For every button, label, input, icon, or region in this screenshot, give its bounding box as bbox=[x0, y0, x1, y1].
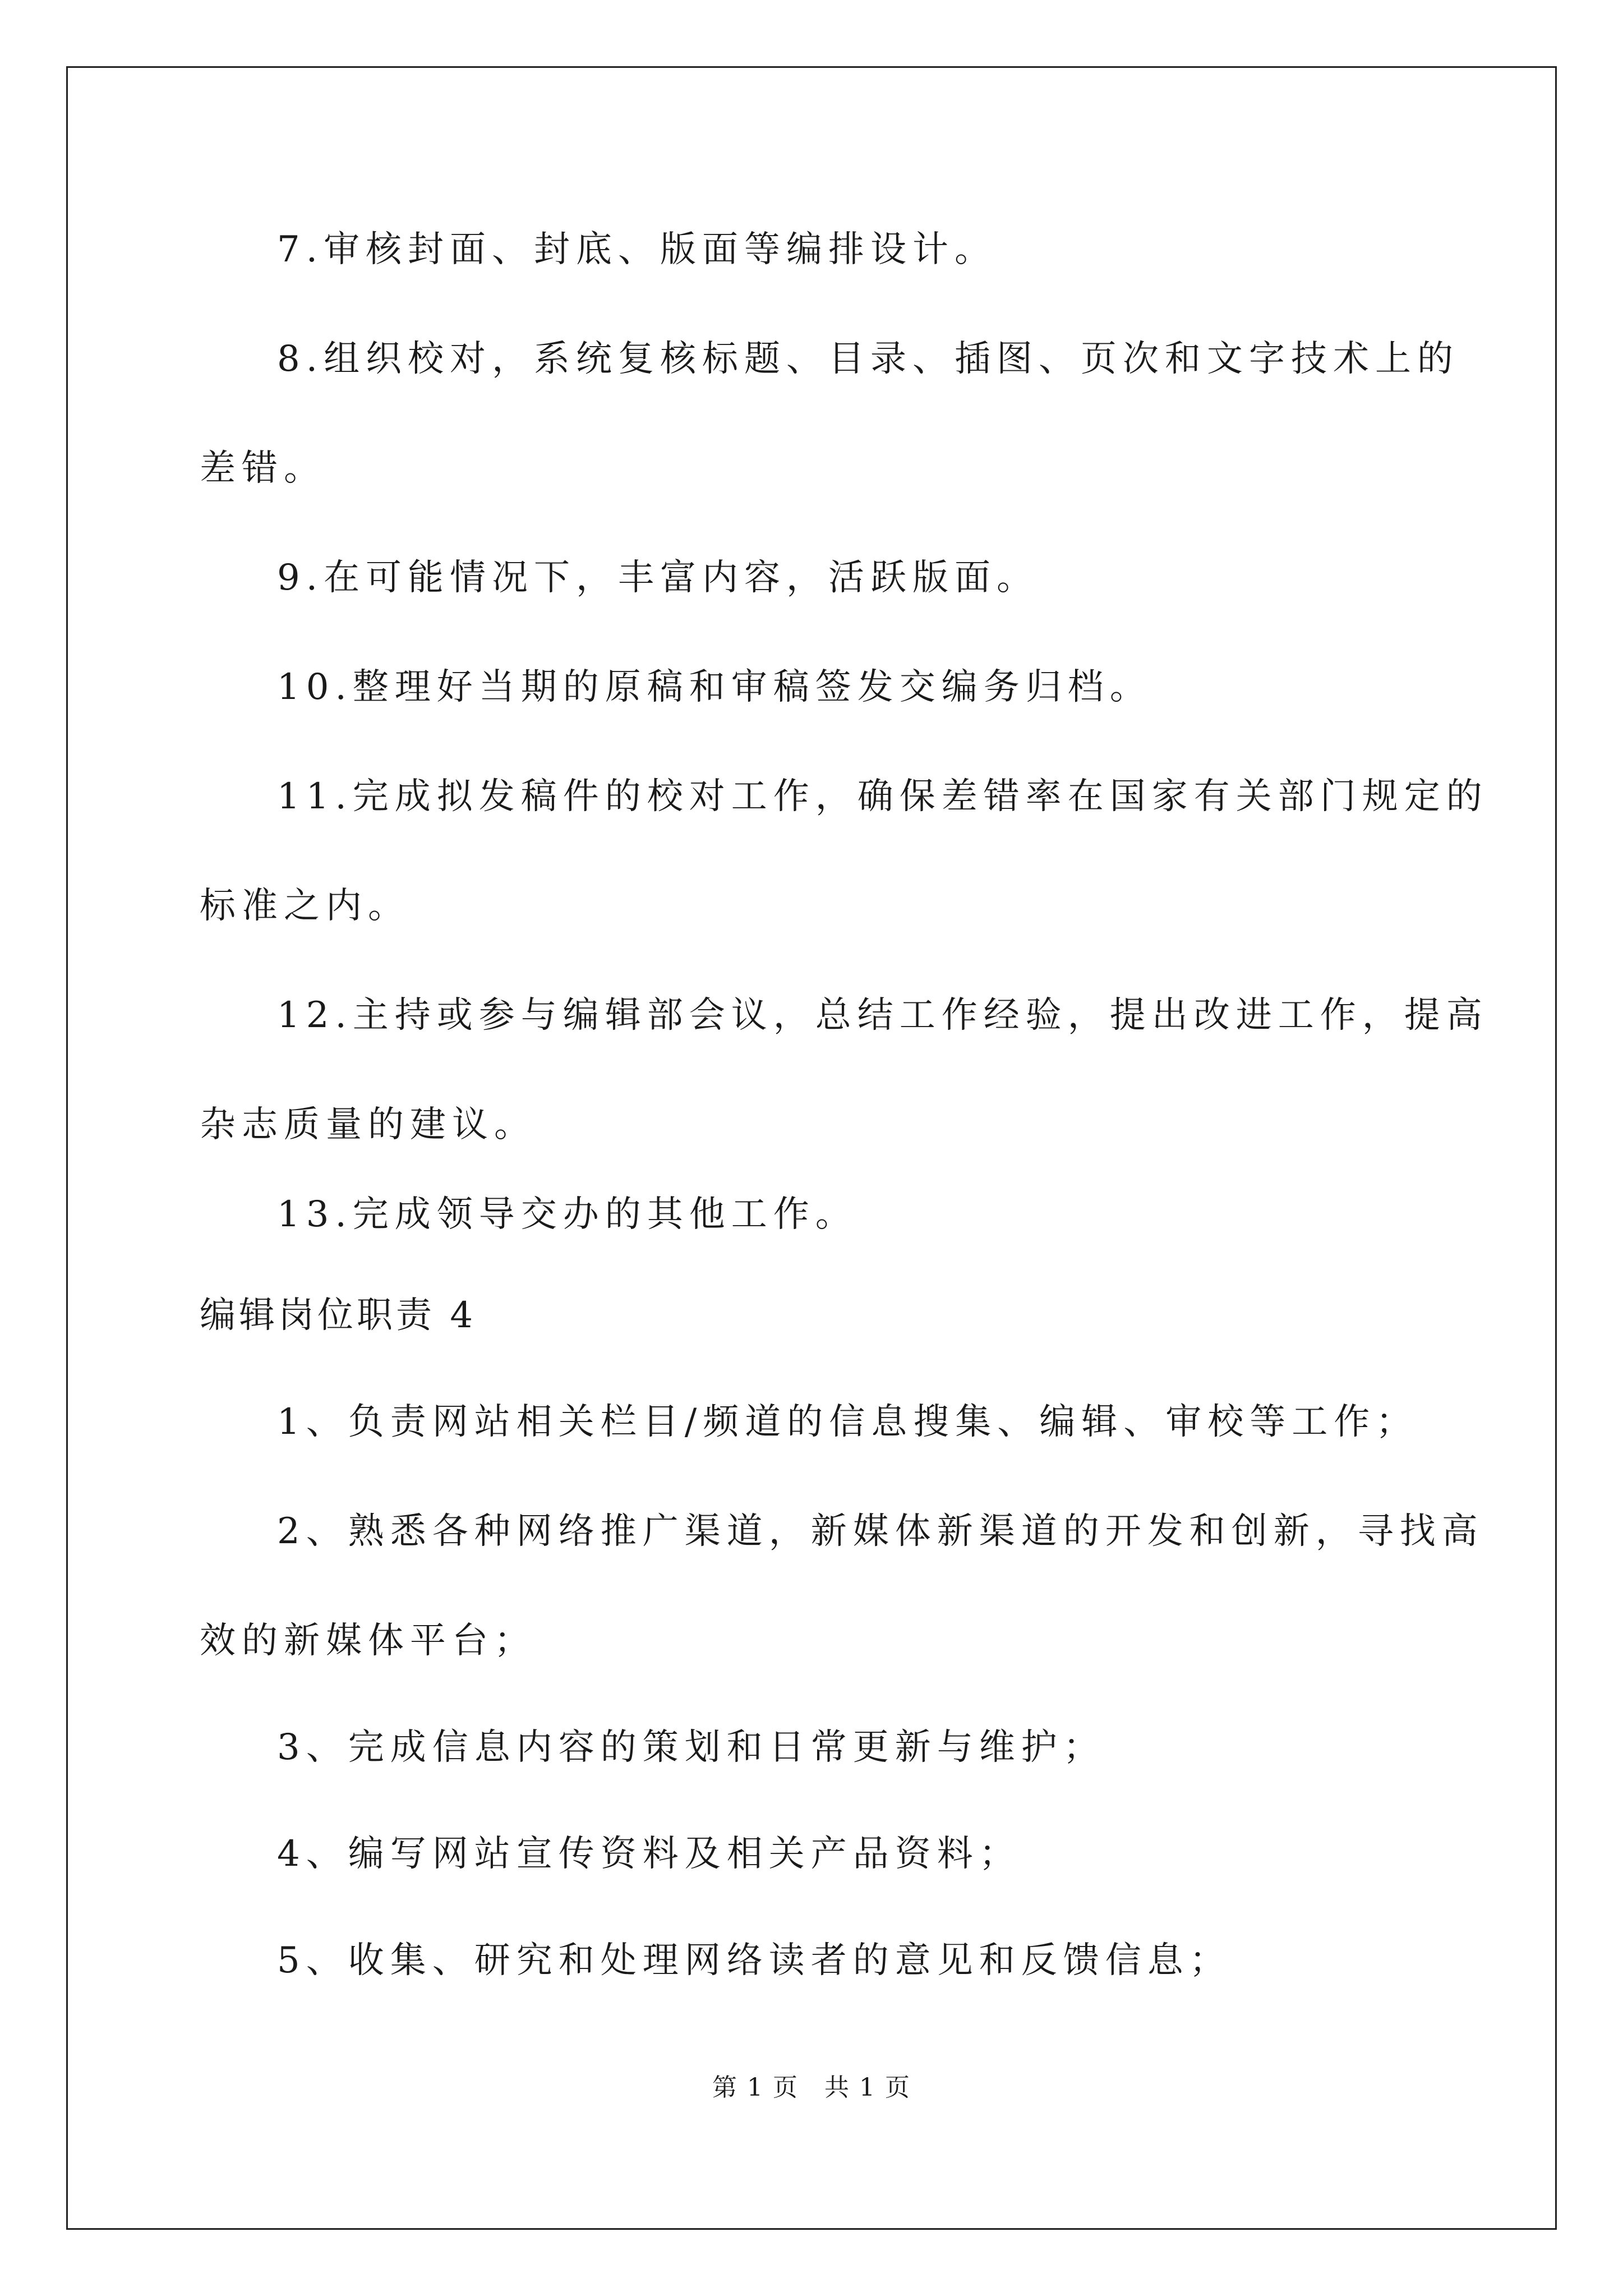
duty-item-1: 1、负责网站相关栏目/频道的信息搜集、编辑、审校等工作； bbox=[277, 1401, 1418, 1443]
duty-item-4: 4、编写网站宣传资料及相关产品资料； bbox=[277, 1833, 1021, 1875]
paragraph-item-8: 8.组织校对，系统复核标题、目录、插图、页次和文字技术上的 bbox=[277, 338, 1460, 380]
duty-item-3: 3、完成信息内容的策划和日常更新与维护； bbox=[277, 1727, 1105, 1768]
paragraph-item-11-continued: 标准之内。 bbox=[200, 885, 410, 927]
paragraph-item-7: 7.审核封面、封底、版面等编排设计。 bbox=[277, 229, 997, 270]
paragraph-item-11: 11.完成拟发稿件的校对工作，确保差错率在国家有关部门规定的 bbox=[277, 776, 1488, 817]
paragraph-item-12-continued: 杂志质量的建议。 bbox=[200, 1104, 536, 1145]
page-number-footer: 第 1 页 共 1 页 bbox=[712, 2073, 911, 2102]
duty-item-2-continued: 效的新媒体平台； bbox=[200, 1620, 536, 1662]
paragraph-item-13: 13.完成领导交办的其他工作。 bbox=[277, 1194, 857, 1235]
duty-item-2: 2、熟悉各种网络推广渠道，新媒体新渠道的开发和创新，寻找高 bbox=[277, 1511, 1484, 1552]
paragraph-item-10: 10.整理好当期的原稿和审稿签发交编务归档。 bbox=[277, 666, 1152, 708]
paragraph-item-12: 12.主持或参与编辑部会议，总结工作经验，提出改进工作，提高 bbox=[277, 995, 1488, 1036]
paragraph-item-9: 9.在可能情况下，丰富内容，活跃版面。 bbox=[277, 557, 1039, 599]
paragraph-item-8-continued: 差错。 bbox=[200, 448, 326, 489]
duty-item-5: 5、收集、研究和处理网络读者的意见和反馈信息； bbox=[277, 1940, 1232, 1981]
section-heading: 编辑岗位职责 4 bbox=[200, 1295, 477, 1336]
